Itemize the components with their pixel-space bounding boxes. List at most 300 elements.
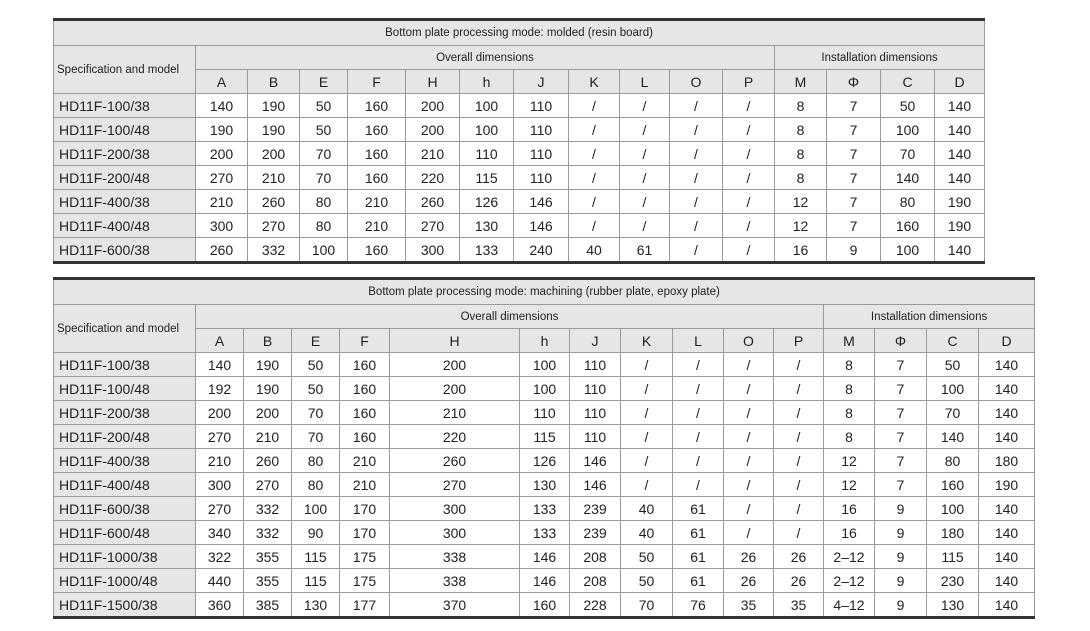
dimension-cell: 7 [827,118,881,142]
dimension-cell: 7 [875,449,927,473]
dimension-cell: 180 [979,449,1035,473]
dimension-cell: 100 [460,118,514,142]
dimension-cell: 8 [775,142,827,166]
dimension-cell: 16 [824,497,875,521]
column-header: K [621,329,673,353]
dimension-cell: 26 [724,569,774,593]
table-row [54,545,1035,569]
dimension-cell: / [673,449,724,473]
dimension-cell: / [569,142,620,166]
dimension-cell: 115 [292,569,340,593]
molded-dimensions-table [53,18,985,264]
dimension-cell: / [724,377,774,401]
dimension-cell: 8 [824,353,875,377]
model-column-header: Specification and model [54,46,196,94]
dimension-cell: / [670,214,723,238]
dimension-cell: 180 [927,521,979,545]
dimension-cell: 190 [196,118,248,142]
dimension-cell: 100 [460,94,514,118]
dimension-cell: 230 [927,569,979,593]
column-header: B [248,70,300,94]
column-header: C [881,70,935,94]
dimension-cell: 332 [244,497,292,521]
dimension-cell: 8 [775,118,827,142]
table-body [54,353,1035,618]
dimension-cell: 100 [927,377,979,401]
dimension-cell: 160 [520,593,570,618]
model-cell: HD11F-200/48 [54,166,196,190]
dimension-cell: 200 [244,401,292,425]
dimension-cell: 110 [514,142,569,166]
dimension-cell: / [673,473,724,497]
dimension-cell: 385 [244,593,292,618]
dimension-cell: 100 [881,238,935,263]
dimension-cell: 35 [774,593,824,618]
column-header: E [292,329,340,353]
dimension-cell: 220 [406,166,460,190]
overall-dimensions-header: Overall dimensions [196,305,824,329]
dimension-cell: 140 [979,425,1035,449]
dimension-cell: 35 [724,593,774,618]
model-cell: HD11F-100/48 [54,377,196,401]
dimension-cell: 355 [244,545,292,569]
dimension-cell: 210 [340,473,390,497]
column-header: H [390,329,520,353]
dimension-cell: / [670,142,723,166]
dimension-cell: / [621,353,673,377]
table-row [54,214,985,238]
column-header: F [340,329,390,353]
dimension-cell: 177 [340,593,390,618]
dimension-cell: 160 [881,214,935,238]
dimension-cell: / [724,353,774,377]
table-row [54,353,1035,377]
dimension-cell: 370 [390,593,520,618]
dimension-cell: / [774,497,824,521]
dimension-cell: 239 [570,497,621,521]
dimension-cell: / [621,473,673,497]
dimension-cell: 7 [827,142,881,166]
dimension-cell: 140 [935,142,985,166]
column-header: J [570,329,621,353]
dimension-cell: 110 [570,401,621,425]
dimension-cell: 190 [248,118,300,142]
dimension-cell: 270 [406,214,460,238]
dimension-cell: 7 [875,473,927,497]
dimension-cell: 210 [196,449,244,473]
dimension-cell: 7 [875,377,927,401]
dimension-cell: 12 [775,214,827,238]
table-row [54,118,985,142]
dimension-cell: 26 [774,569,824,593]
dimension-cell: 200 [390,377,520,401]
dimension-cell: 100 [292,497,340,521]
dimension-cell: 190 [935,214,985,238]
model-cell: HD11F-200/38 [54,401,196,425]
dimension-cell: / [569,214,620,238]
dimension-cell: 110 [570,377,621,401]
dimension-cell: 208 [570,545,621,569]
dimension-cell: 100 [300,238,348,263]
dimension-cell: 200 [248,142,300,166]
column-header: F [348,70,406,94]
column-header: C [927,329,979,353]
dimension-cell: / [569,118,620,142]
dimension-cell: / [569,190,620,214]
column-header: E [300,70,348,94]
dimension-cell: 26 [724,545,774,569]
dimension-cell: 110 [460,142,514,166]
dimension-cell: / [774,449,824,473]
dimension-cell: 140 [935,94,985,118]
dimension-cell: 160 [340,353,390,377]
dimension-cell: 210 [348,214,406,238]
dimension-cell: 140 [196,353,244,377]
dimension-cell: / [673,401,724,425]
dimension-cell: 130 [292,593,340,618]
table-row [54,569,1035,593]
dimension-cell: 16 [824,521,875,545]
dimension-cell: 210 [244,425,292,449]
table-row [54,94,985,118]
column-header: h [460,70,514,94]
dimension-cell: / [620,142,670,166]
dimension-cell: 332 [248,238,300,263]
dimension-cell: 40 [569,238,620,263]
dimension-cell: 322 [196,545,244,569]
dimension-cell: 50 [292,377,340,401]
model-cell: HD11F-400/38 [54,190,196,214]
dimension-cell: 115 [460,166,514,190]
dimension-cell: 170 [340,497,390,521]
dimension-cell: 140 [935,238,985,263]
dimension-cell: / [673,353,724,377]
dimension-cell: 200 [406,118,460,142]
model-cell: HD11F-400/48 [54,473,196,497]
dimension-cell: 8 [775,94,827,118]
dimension-cell: 239 [570,521,621,545]
dimension-cell: 332 [244,521,292,545]
dimension-cell: / [621,449,673,473]
dimension-cell: 50 [621,569,673,593]
dimension-cell: / [569,166,620,190]
model-cell: HD11F-200/48 [54,425,196,449]
dimension-cell: 110 [514,118,569,142]
dimension-cell: 140 [927,425,979,449]
dimension-cell: 160 [348,94,406,118]
column-header-row [54,329,1035,353]
dimension-cell: 133 [520,521,570,545]
dimension-cell: 61 [673,521,724,545]
dimension-cell: 220 [390,425,520,449]
dimension-cell: 70 [927,401,979,425]
model-cell: HD11F-600/38 [54,497,196,521]
model-cell: HD11F-1500/38 [54,593,196,618]
dimension-cell: 300 [390,497,520,521]
dimension-cell: 140 [935,166,985,190]
dimension-cell: 190 [248,94,300,118]
dimension-cell: 190 [935,190,985,214]
dimension-cell: 140 [881,166,935,190]
dimension-cell: 355 [244,569,292,593]
dimension-cell: 130 [927,593,979,618]
table-row [54,190,985,214]
dimension-cell: 300 [196,473,244,497]
table-row [54,497,1035,521]
dimension-cell: / [774,401,824,425]
table-body [54,94,985,263]
dimension-cell: / [774,353,824,377]
dimension-cell: 260 [196,238,248,263]
dimension-cell: / [723,214,775,238]
column-header: Φ [875,329,927,353]
dimension-cell: 61 [673,497,724,521]
dimension-cell: 270 [248,214,300,238]
dimension-cell: 270 [196,425,244,449]
dimension-cell: / [723,118,775,142]
dimension-cell: 260 [390,449,520,473]
model-cell: HD11F-1000/48 [54,569,196,593]
model-cell: HD11F-400/48 [54,214,196,238]
dimension-cell: / [670,190,723,214]
dimension-cell: 190 [244,377,292,401]
model-cell: HD11F-100/38 [54,353,196,377]
dimension-cell: 146 [514,190,569,214]
column-header: O [724,329,774,353]
dimension-cell: / [774,377,824,401]
dimension-cell: 170 [340,521,390,545]
dimension-cell: / [620,118,670,142]
dimension-cell: 360 [196,593,244,618]
dimension-cell: 50 [292,353,340,377]
dimension-cell: / [569,94,620,118]
dimension-cell: 50 [621,545,673,569]
dimension-cell: 50 [881,94,935,118]
dimension-cell: 100 [881,118,935,142]
dimension-cell: 140 [979,497,1035,521]
dimension-cell: 50 [300,118,348,142]
dimension-cell: 440 [196,569,244,593]
dimension-cell: 140 [979,353,1035,377]
dimension-cell: 175 [340,545,390,569]
dimension-cell: 140 [979,521,1035,545]
dimension-cell: 16 [775,238,827,263]
dimension-cell: 70 [292,425,340,449]
dimension-cell: 26 [774,545,824,569]
model-cell: HD11F-600/38 [54,238,196,263]
table-row [54,142,985,166]
dimension-cell: 80 [300,190,348,214]
dimension-cell: 9 [875,593,927,618]
dimension-cell: 210 [248,166,300,190]
dimension-cell: / [673,425,724,449]
dimension-cell: 140 [979,401,1035,425]
dimension-cell: 200 [406,94,460,118]
dimension-cell: 80 [927,449,979,473]
column-header: D [979,329,1035,353]
dimension-cell: 70 [621,593,673,618]
model-cell: HD11F-1000/38 [54,545,196,569]
dimension-cell: / [724,497,774,521]
machining-dimensions-table [53,277,1035,619]
dimension-cell: 338 [390,545,520,569]
table-row [54,238,985,263]
dimension-cell: 190 [979,473,1035,497]
dimension-cell: 2–12 [824,545,875,569]
dimension-cell: 300 [406,238,460,263]
dimension-cell: / [620,214,670,238]
table-row [54,425,1035,449]
dimension-cell: / [621,425,673,449]
overall-dimensions-header: Overall dimensions [196,46,775,70]
dimension-cell: 126 [460,190,514,214]
dimension-cell: / [723,190,775,214]
dimension-cell: 160 [348,166,406,190]
dimension-cell: 300 [390,521,520,545]
dimension-cell: 8 [775,166,827,190]
dimension-cell: 210 [196,190,248,214]
dimension-cell: / [670,238,723,263]
dimension-cell: 340 [196,521,244,545]
column-header: L [620,70,670,94]
dimension-cell: 61 [673,569,724,593]
dimension-cell: / [620,166,670,190]
dimension-cell: 200 [196,142,248,166]
dimension-cell: 40 [621,521,673,545]
dimension-cell: 260 [244,449,292,473]
dimension-cell: 208 [570,569,621,593]
dimension-cell: 260 [248,190,300,214]
model-cell: HD11F-600/48 [54,521,196,545]
dimension-cell: 8 [824,425,875,449]
table-title: Bottom plate processing mode: molded (resin board) [54,20,985,46]
installation-dimensions-header: Installation dimensions [775,46,985,70]
dimension-cell: 210 [348,190,406,214]
column-header: A [196,70,248,94]
dimension-cell: / [723,238,775,263]
dimension-cell: 210 [340,449,390,473]
dimension-cell: 160 [340,425,390,449]
dimension-cell: 7 [875,401,927,425]
dimension-cell: 50 [300,94,348,118]
dimension-cell: 100 [520,353,570,377]
dimension-cell: 146 [520,545,570,569]
dimension-cell: 240 [514,238,569,263]
dimension-cell: 270 [196,166,248,190]
dimension-cell: 4–12 [824,593,875,618]
dimension-cell: 130 [460,214,514,238]
dimension-cell: / [724,521,774,545]
dimension-cell: 228 [570,593,621,618]
model-cell: HD11F-100/48 [54,118,196,142]
dimension-cell: 9 [875,545,927,569]
dimension-cell: 160 [340,377,390,401]
dimension-cell: / [670,166,723,190]
dimension-cell: 160 [927,473,979,497]
dimension-cell: 175 [340,569,390,593]
dimension-cell: 7 [827,166,881,190]
dimension-cell: 76 [673,593,724,618]
table-row [54,473,1035,497]
dimension-cell: / [621,401,673,425]
column-header: H [406,70,460,94]
dimension-cell: 80 [300,214,348,238]
dimension-cell: 160 [340,401,390,425]
dimension-cell: 61 [620,238,670,263]
dimension-cell: 12 [824,473,875,497]
dimension-cell: 200 [196,401,244,425]
table-title: Bottom plate processing mode: machining (rubber plate, epoxy plate) [54,279,1035,305]
dimension-cell: 8 [824,377,875,401]
dimension-cell: 7 [827,190,881,214]
dimension-cell: 160 [348,118,406,142]
table-row [54,377,1035,401]
dimension-cell: 7 [827,94,881,118]
dimension-cell: 12 [775,190,827,214]
dimension-cell: / [724,425,774,449]
dimension-cell: 192 [196,377,244,401]
column-header: K [569,70,620,94]
model-column-header: Specification and model [54,305,196,353]
dimension-cell: 80 [881,190,935,214]
column-header: h [520,329,570,353]
dimension-cell: 160 [348,238,406,263]
column-header: O [670,70,723,94]
dimension-cell: 110 [570,353,621,377]
dimension-cell: 110 [520,401,570,425]
installation-dimensions-header: Installation dimensions [824,305,1035,329]
dimension-cell: 126 [520,449,570,473]
column-header: J [514,70,569,94]
column-header: B [244,329,292,353]
dimension-cell: 115 [292,545,340,569]
dimension-cell: 100 [520,377,570,401]
dimension-cell: 146 [570,449,621,473]
table-row [54,166,985,190]
dimension-cell: 9 [875,569,927,593]
dimension-cell: / [724,401,774,425]
dimension-cell: 70 [881,142,935,166]
column-header: P [723,70,775,94]
dimension-cell: 260 [406,190,460,214]
dimension-cell: / [723,142,775,166]
dimension-cell: 270 [390,473,520,497]
dimension-cell: 146 [570,473,621,497]
dimension-cell: / [724,449,774,473]
dimension-cell: 146 [514,214,569,238]
dimension-cell: 100 [927,497,979,521]
table-row [54,401,1035,425]
dimension-cell: 70 [292,401,340,425]
dimension-cell: 61 [673,545,724,569]
dimension-cell: 110 [514,166,569,190]
dimension-cell: / [723,166,775,190]
dimension-cell: 7 [875,425,927,449]
dimension-cell: / [724,473,774,497]
dimension-cell: 110 [514,94,569,118]
dimension-cell: 9 [875,521,927,545]
table-row [54,593,1035,618]
dimension-cell: 7 [827,214,881,238]
dimension-cell: 133 [460,238,514,263]
dimension-cell: / [774,425,824,449]
dimension-cell: 190 [244,353,292,377]
dimension-cell: 70 [300,142,348,166]
dimension-cell: 130 [520,473,570,497]
dimension-cell: 140 [935,118,985,142]
model-cell: HD11F-400/38 [54,449,196,473]
dimension-cell: 146 [520,569,570,593]
